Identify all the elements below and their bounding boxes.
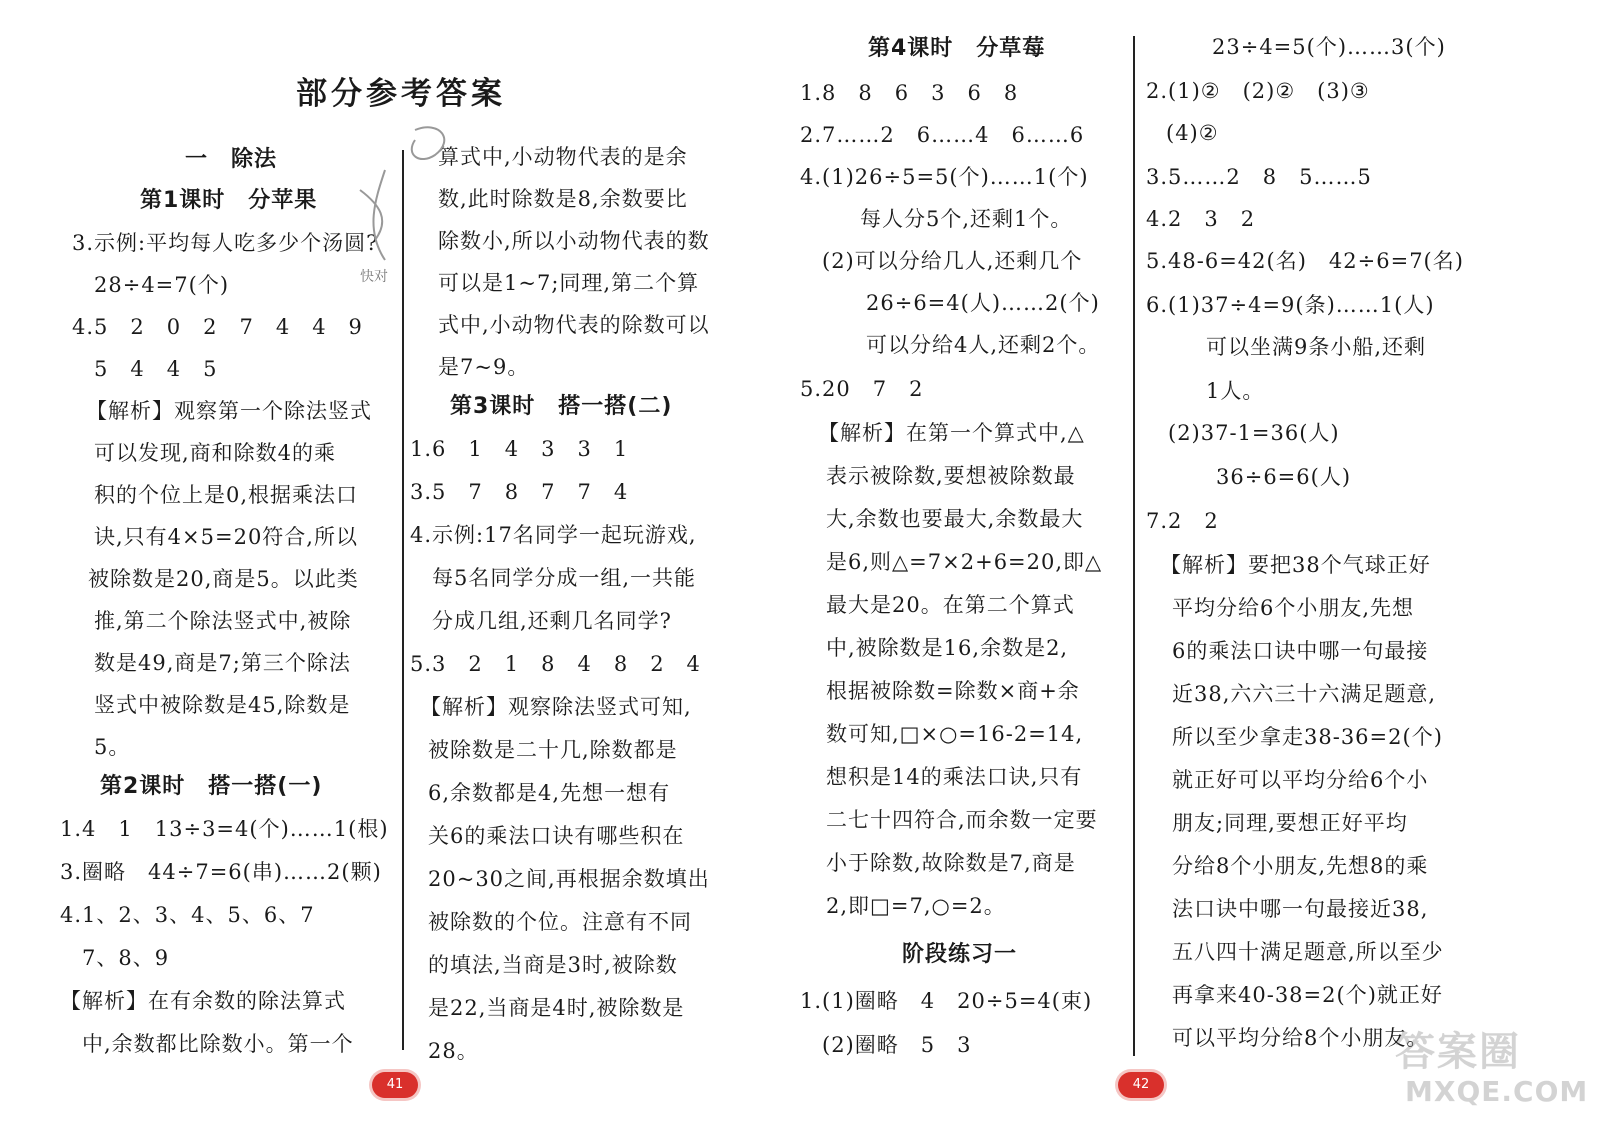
answer-line: 可以坐满9条小船,还剩 (1206, 335, 1427, 359)
answer-line: 除数小,所以小动物代表的数 (438, 229, 710, 253)
section-heading: 第1课时 分苹果 (140, 188, 318, 213)
watermark-url: MXQE.COM (1405, 1075, 1589, 1108)
answer-line: 28÷4=7(个) (94, 273, 230, 297)
answer-line: 根据被除数=除数×商+余 (826, 679, 1080, 703)
answer-line: 算式中,小动物代表的是余 (438, 145, 688, 169)
answer-line: 是7~9。 (438, 355, 530, 379)
answer-line: 是22,当商是4时,被除数是 (428, 996, 685, 1020)
answer-line: 5.48-6=42(名) 42÷6=7(名) (1146, 249, 1464, 273)
answer-line: 7、8、9 (82, 946, 170, 970)
answer-line: 4.(1)26÷5=5(个)……1(个) (800, 165, 1089, 189)
answer-line: 平均分给6个小朋友,先想 (1172, 596, 1415, 620)
answer-line: 每人分5个,还剩1个。 (860, 207, 1073, 231)
answer-line: 2.7……2 6……4 6……6 (800, 123, 1085, 147)
section-heading: 第3课时 搭一搭(二) (450, 394, 673, 419)
answer-line: 竖式中被除数是45,除数是 (94, 693, 351, 717)
watermark-logo: 答案圈 (1395, 1029, 1521, 1075)
answer-line: 3.5 7 8 7 7 4 (410, 480, 629, 504)
answer-line: 3.示例:平均每人吃多少个汤圆? (72, 231, 379, 255)
answer-line: 最大是20。在第二个算式 (826, 593, 1075, 617)
answer-line: 表示被除数,要想被除数最 (826, 464, 1076, 488)
answer-line: 【解析】观察第一个除法竖式 (86, 399, 372, 423)
answer-line: 6.(1)37÷4=9(条)……1(人) (1146, 293, 1435, 317)
page-number-badge: 41 (372, 1072, 418, 1098)
answer-line: 3.圈略 44÷7=6(串)……2(颗) (60, 860, 382, 884)
answer-line: (2)圈略 5 3 (822, 1033, 972, 1057)
answer-line: 被除数是二十几,除数都是 (428, 738, 678, 762)
answer-line: 式中,小动物代表的除数可以 (438, 313, 710, 337)
answer-line: 36÷6=6(人) (1216, 465, 1352, 489)
column-divider (402, 150, 404, 1050)
answer-line: 1.4 1 13÷3=4(个)……1(根) (60, 817, 389, 841)
answer-line: 【解析】观察除法竖式可知, (420, 695, 692, 719)
answer-line: 【解析】要把38个气球正好 (1160, 553, 1431, 577)
answer-line: 7.2 2 (1146, 509, 1219, 533)
section-heading: 一 除法 (185, 147, 278, 172)
answer-line: 分给8个小朋友,先想8的乘 (1172, 854, 1429, 878)
answer-line: 小于除数,故除数是7,商是 (826, 851, 1076, 875)
answer-line: (2)37-1=36(人) (1168, 421, 1340, 445)
answer-line: 法口诀中哪一句最接近38, (1172, 897, 1429, 921)
answer-line: (2)可以分给几人,还剩几个 (822, 249, 1083, 273)
answer-line: 5.20 7 2 (800, 377, 924, 401)
answer-line: 是6,则△=7×2+6=20,即△ (826, 550, 1103, 574)
answer-line: 被除数的个位。注意有不同 (428, 910, 692, 934)
answer-line: 再拿来40-38=2(个)就正好 (1172, 983, 1443, 1007)
answer-line: 6的乘法口诀中哪一句最接 (1172, 639, 1429, 663)
answer-line: 3.5……2 8 5……5 (1146, 165, 1372, 189)
answer-line: 近38,六六三十六满足题意, (1172, 682, 1437, 706)
answer-line: 可以发现,商和除数4的乘 (94, 441, 337, 465)
answer-line: 6,余数都是4,先想一想有 (428, 781, 671, 805)
answer-line: 中,余数都比除数小。第一个 (82, 1032, 354, 1056)
answer-line: 1.8 8 6 3 6 8 (800, 81, 1019, 105)
answer-line: 4.1、2、3、4、5、6、7 (60, 903, 315, 927)
answer-line: 2.(1)② (2)② (3)③ (1146, 79, 1370, 103)
answer-line: 5.3 2 1 8 4 8 2 4 (410, 652, 701, 676)
section-heading: 第2课时 搭一搭(一) (100, 774, 323, 799)
answer-line: 5。 (94, 735, 131, 759)
answer-line: 朋友;同理,要想正好平均 (1172, 811, 1408, 835)
answer-line: 【解析】在第一个算式中,△ (818, 421, 1085, 445)
answer-line: 被除数是20,商是5。以此类 (88, 567, 359, 591)
answer-line: 4.5 2 0 2 7 4 4 9 (72, 315, 363, 339)
answer-line: 大,余数也要最大,余数最大 (826, 507, 1084, 531)
answer-line: 就正好可以平均分给6个小 (1172, 768, 1429, 792)
answer-line: 中,被除数是16,余数是2, (826, 636, 1069, 660)
answer-line: 每5名同学分成一组,一共能 (432, 566, 697, 590)
answer-line: 推,第二个除法竖式中,被除 (94, 609, 352, 633)
answer-line: 1.(1)圈略 4 20÷5=4(束) (800, 989, 1093, 1013)
pencil-scribble (345, 110, 455, 270)
answer-line: 数,此时除数是8,余数要比 (438, 187, 688, 211)
answer-line: 1.6 1 4 3 3 1 (410, 437, 629, 461)
section-heading: 第4课时 分草莓 (868, 36, 1046, 61)
page-title: 部分参考答案 (296, 76, 506, 112)
answer-line: 关6的乘法口诀有哪些积在 (428, 824, 685, 848)
answer-line: 积的个位上是0,根据乘法口 (94, 483, 359, 507)
answer-line: 23÷4=5(个)……3(个) (1212, 35, 1446, 59)
answer-line: 数可知,□×○=16-2=14, (826, 722, 1084, 746)
answer-line: 所以至少拿走38-36=2(个) (1172, 725, 1443, 749)
answer-line: 4.示例:17名同学一起玩游戏, (410, 523, 697, 547)
answer-line: 4.2 3 2 (1146, 207, 1256, 231)
answer-line: 诀,只有4×5=20符合,所以 (94, 525, 358, 549)
answer-line: 可以是1~7;同理,第二个算 (438, 271, 700, 295)
handwritten-note: 快对 (360, 269, 388, 285)
answer-line: 20~30之间,再根据余数填出 (428, 867, 710, 891)
watermark (1395, 1020, 1589, 1115)
answer-line: 数是49,商是7;第三个除法 (94, 651, 351, 675)
answer-line: 2,即□=7,○=2。 (826, 894, 1006, 918)
left-page (0, 0, 790, 1134)
answer-line: 五八四十满足题意,所以至少 (1172, 940, 1444, 964)
answer-line: (4)② (1166, 121, 1219, 145)
answer-line: 二七十四符合,而余数一定要 (826, 808, 1098, 832)
answer-line: 的填法,当商是3时,被除数 (428, 953, 678, 977)
right-page (800, 0, 1600, 1134)
column-divider (1133, 36, 1135, 1056)
answer-line: 可以平均分给8个小朋友。 (1172, 1026, 1429, 1050)
answer-line: 分成几组,还剩几名同学? (432, 609, 672, 633)
answer-line: 26÷6=4(人)……2(个) (866, 291, 1100, 315)
page-number-badge: 42 (1118, 1072, 1164, 1098)
answer-line: 【解析】在有余数的除法算式 (60, 989, 346, 1013)
answer-line: 想积是14的乘法口诀,只有 (826, 765, 1083, 789)
answer-line: 5 4 4 5 (94, 357, 218, 381)
answer-line: 可以分给4人,还剩2个。 (866, 333, 1101, 357)
answer-line: 28。 (428, 1039, 479, 1063)
answer-line: 1人。 (1206, 379, 1265, 403)
section-heading: 阶段练习一 (902, 942, 1018, 967)
